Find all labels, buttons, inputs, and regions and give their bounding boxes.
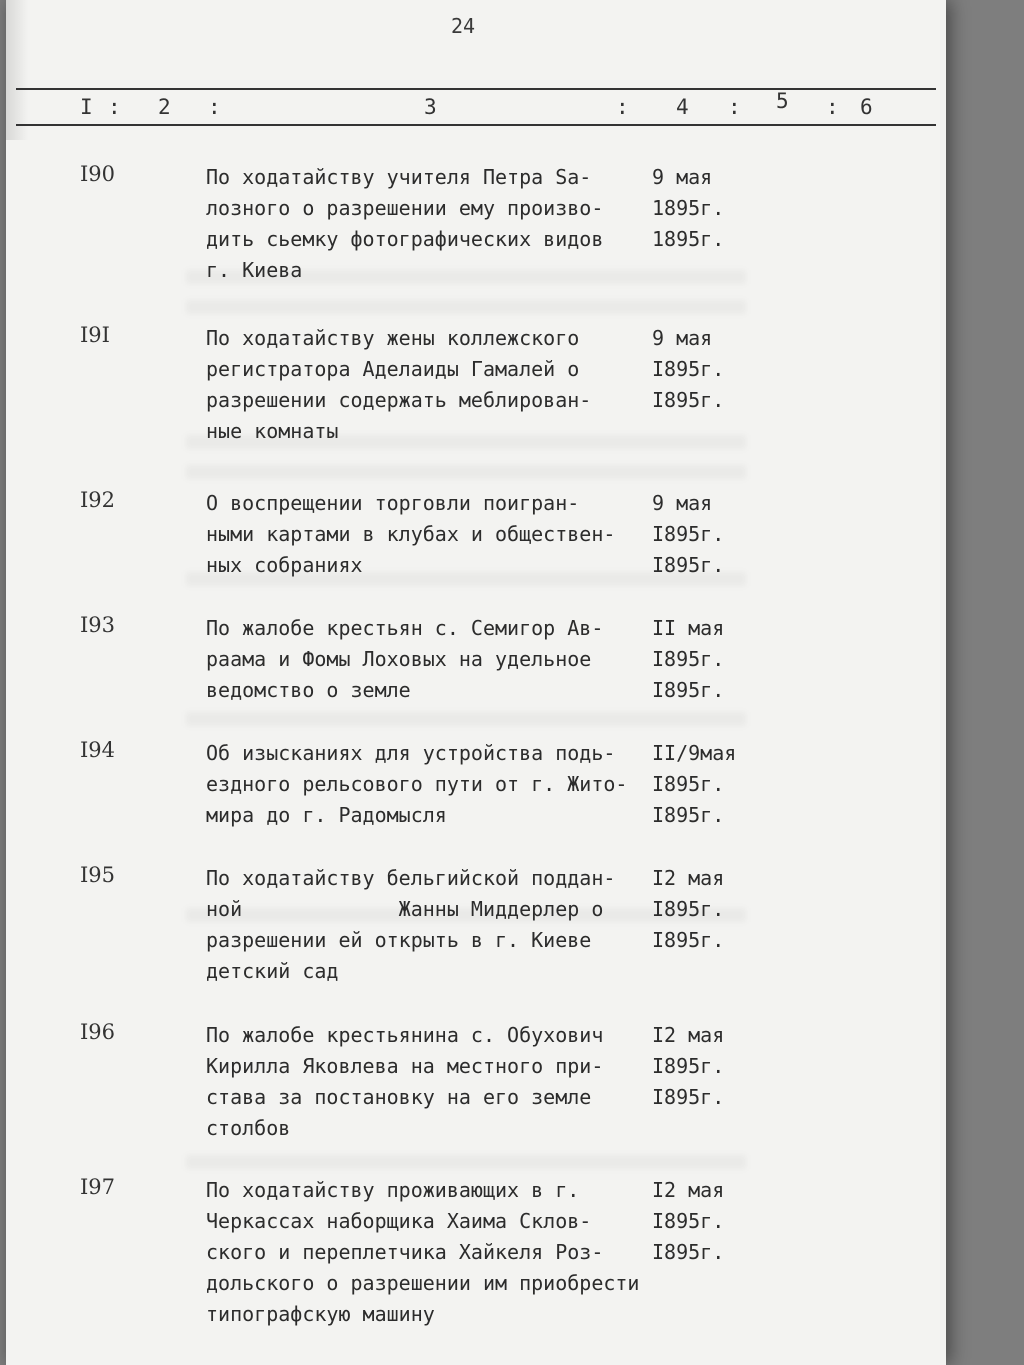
date-line: I895г. xyxy=(652,1209,725,1233)
entry-number: I92 xyxy=(80,488,116,512)
entry-description: Об изысканиях для устройства подь- ездного рельсового пути от г. Жито- мира до г. Радомысля xyxy=(206,741,628,827)
bleed-through-text xyxy=(186,1155,746,1169)
entry-description: По ходатайству бельгийской поддан- ной Жанны Миддерлер о разрешении ей открыть в г. Киеве детский сад xyxy=(206,866,616,983)
column-header-3: 3 xyxy=(424,95,437,119)
entry-date xyxy=(652,1175,762,1268)
entry-date xyxy=(652,488,762,581)
column-header-2: 2 xyxy=(158,95,171,119)
date-line: I895г. xyxy=(652,553,725,577)
date-line: II/9мая xyxy=(652,741,737,765)
entry-description: По жалобе крестьян с. Семигор Ав- раама и Фомы Лоховых на удельное ведомство о земле xyxy=(206,616,604,702)
entry-date xyxy=(652,738,762,831)
entry-date xyxy=(652,613,762,706)
date-line: I895г. xyxy=(652,357,725,381)
bleed-through-text xyxy=(186,300,746,314)
entry-date xyxy=(652,323,762,416)
date-line: 1895г. xyxy=(652,227,725,251)
date-line: 1895г. xyxy=(652,196,725,220)
column-header-4: 4 xyxy=(676,95,689,119)
entry-date xyxy=(652,162,762,255)
date-line: 9 мая xyxy=(652,491,713,515)
entry-number: I97 xyxy=(80,1175,116,1199)
date-line: I895г. xyxy=(652,803,725,827)
entry-description: По ходатайству учителя Петра Ѕа- лозного о разрешении ему произво- дить сьемку фотографических видов г. Киева xyxy=(206,165,604,282)
date-line: I895г. xyxy=(652,678,725,702)
column-header-row xyxy=(16,89,936,123)
column-header-6: 6 xyxy=(860,95,873,119)
date-line: I895г. xyxy=(652,1240,725,1264)
header-top-rule xyxy=(16,88,936,90)
date-line: I2 мая xyxy=(652,866,725,890)
date-line: I2 мая xyxy=(652,1023,725,1047)
column-header-1: I xyxy=(80,95,93,119)
entry-description: По ходатайству жены коллежского регистратора Аделаиды Гамалей о разрешении содержать меблирован- ные комнаты xyxy=(206,326,592,443)
document-page xyxy=(6,0,946,1365)
column-separator: : xyxy=(728,95,741,119)
date-line: 9 мая xyxy=(652,165,713,189)
date-line: I2 мая xyxy=(652,1178,725,1202)
entry-number: I90 xyxy=(80,162,116,186)
entry-number: I96 xyxy=(80,1020,116,1044)
entry-number: I94 xyxy=(80,738,116,762)
column-separator: : xyxy=(616,95,629,119)
entry-description: По ходатайству проживающих в г. Черкассах наборщика Хаима Склов- ского и переплетчика Хайкеля Роз- дольского о разрешении им приобрести типографскую машину xyxy=(206,1178,640,1326)
bleed-through-text xyxy=(186,712,746,726)
page-number: 24 xyxy=(451,14,476,38)
date-line: I895г. xyxy=(652,897,725,921)
entry-date xyxy=(652,1020,762,1113)
entry-number: I95 xyxy=(80,863,116,887)
date-line: I895г. xyxy=(652,522,725,546)
entry-description: По жалобе крестьянина с. Обухович Кирилла Яковлева на местного при- става за постановку на его земле столбов xyxy=(206,1023,604,1140)
date-line: I895г. xyxy=(652,1085,725,1109)
header-bottom-rule xyxy=(16,124,936,126)
entry-date xyxy=(652,863,762,956)
date-line: I895г. xyxy=(652,772,725,796)
date-line: I895г. xyxy=(652,388,725,412)
column-separator: : xyxy=(208,95,221,119)
date-line: I895г. xyxy=(652,647,725,671)
entry-number: I93 xyxy=(80,613,116,637)
column-header-5: 5 xyxy=(776,89,789,113)
column-separator: : xyxy=(108,95,121,119)
date-line: I895г. xyxy=(652,928,725,952)
date-line: I895г. xyxy=(652,1054,725,1078)
date-line: 9 мая xyxy=(652,326,713,350)
date-line: II мая xyxy=(652,616,725,640)
entry-description: О воспрещении торговли поигран- ными картами в клубах и обществен- ных собраниях xyxy=(206,491,616,577)
entry-number: I9I xyxy=(80,323,110,347)
bleed-through-text xyxy=(186,465,746,479)
column-separator: : xyxy=(826,95,839,119)
